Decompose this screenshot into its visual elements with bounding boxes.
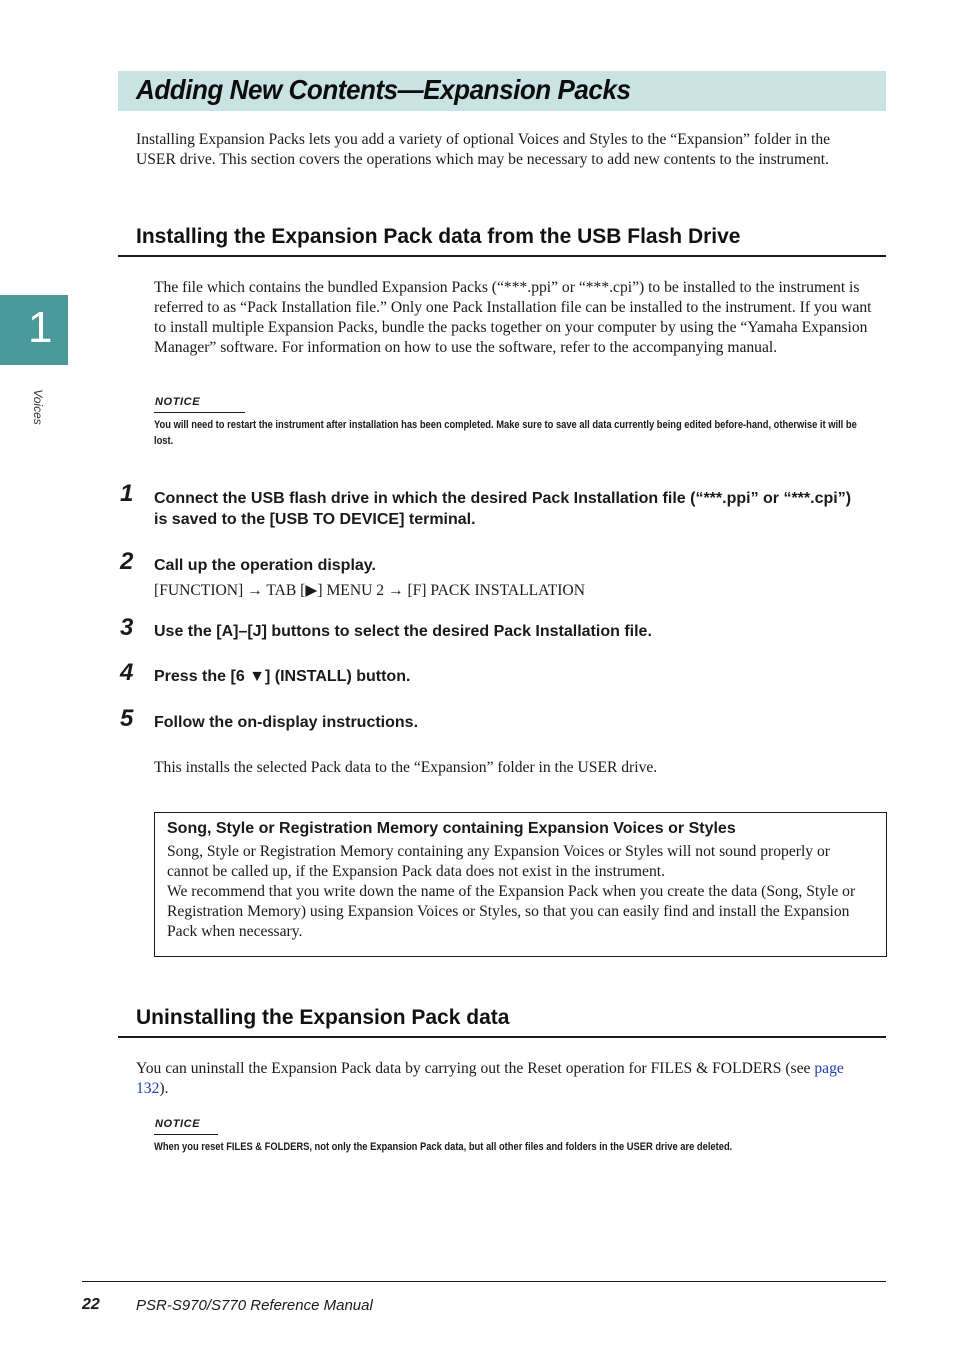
step-operation-path: [FUNCTION] → TAB [▶] MENU 2 → [F] PACK INSTALLATION — [154, 582, 585, 599]
intro-paragraph: Installing Expansion Packs lets you add a variety of optional Voices and Styles to the “Expansion” folder in the USER drive. This section covers the operations which may be necessary to add new contents to the instrument. — [136, 131, 831, 168]
notice-rule — [154, 1134, 218, 1135]
uninstall-section-rule — [118, 1036, 886, 1038]
step-text: Use the [A]–[J] buttons to select the desired Pack Installation file. — [154, 623, 652, 640]
manual-name: PSR-S970/S770 Reference Manual — [136, 1297, 373, 1314]
step-number: 3 — [120, 614, 134, 641]
step-text: Call up the operation display. — [154, 557, 376, 574]
step-number: 1 — [120, 480, 134, 507]
notice-rule — [154, 412, 245, 413]
step-number: 5 — [120, 705, 134, 732]
notice-text: When you reset FILES & FOLDERS, not only the Expansion Pack data, but all other files and folders in the USER drive are deleted. — [154, 1141, 733, 1153]
notice-label: NOTICE — [155, 1118, 201, 1130]
step-text: Follow the on-display instructions. — [154, 714, 419, 731]
page-link[interactable]: page 132 — [136, 1060, 844, 1097]
step-text: Press the [6 ▼] (INSTALL) button. — [154, 668, 411, 685]
install-result-text: This installs the selected Pack data to the “Expansion” folder in the USER drive. — [154, 759, 658, 776]
info-box — [154, 812, 887, 957]
uninstall-body-text-end: ). — [159, 1080, 169, 1097]
chapter-label: Voices — [31, 389, 45, 425]
page-number: 22 — [82, 1296, 100, 1313]
info-box-paragraph: Song, Style or Registration Memory containing any Expansion Voices or Styles will not sound properly or cannot be called up, if the Expansion Pack data does not exist in the instrument. — [167, 843, 830, 880]
uninstall-body-text: You can uninstall the Expansion Pack data by carrying out the Reset operation for FILES & FOLDERS (see — [136, 1060, 815, 1077]
notice-label: NOTICE — [155, 396, 201, 408]
step-number: 2 — [120, 548, 134, 575]
step-text: Connect the USB flash drive in which the desired Pack Installation file (“***.ppi” or “***.cpi”) is saved to the [USB TO DEVICE] terminal. — [154, 490, 852, 528]
install-section-body: The file which contains the bundled Expansion Packs (“***.ppi” or “***.cpi”) to be installed to the instrument is referred to as “Pack Installation file.” Only one Pack Installation file can be installed to the instrument. If you want to install multiple Expansion Packs, bundle the packs together on your computer by using the “Yamaha Expansion Manager” software. For information on how to use the software, refer to the accompanying manual. — [154, 279, 872, 356]
uninstall-section-body — [136, 1059, 874, 1099]
install-section-rule — [118, 255, 886, 257]
install-section-title: Installing the Expansion Pack data from the USB Flash Drive — [136, 225, 741, 248]
chapter-number: 1 — [28, 303, 53, 352]
info-box-paragraph: We recommend that you write down the name of the Expansion Pack when you create the data (Song, Style or Registration Memory) using Expansion Voices or Styles, so that you can easily find and install the Expansion Pack when necessary. — [167, 883, 856, 940]
info-box-title: Song, Style or Registration Memory containing Expansion Voices or Styles — [167, 820, 736, 837]
page-title: Adding New Contents—Expansion Packs — [136, 74, 631, 105]
footer-rule — [82, 1281, 886, 1282]
notice-text: You will need to restart the instrument after installation has been completed. Make sure to save all data currently being edited before-hand, otherwise it will be lost. — [154, 419, 857, 447]
step-number: 4 — [120, 659, 134, 686]
uninstall-section-title: Uninstalling the Expansion Pack data — [136, 1006, 510, 1029]
page-title-bar — [118, 71, 886, 111]
chapter-tab — [0, 295, 68, 365]
